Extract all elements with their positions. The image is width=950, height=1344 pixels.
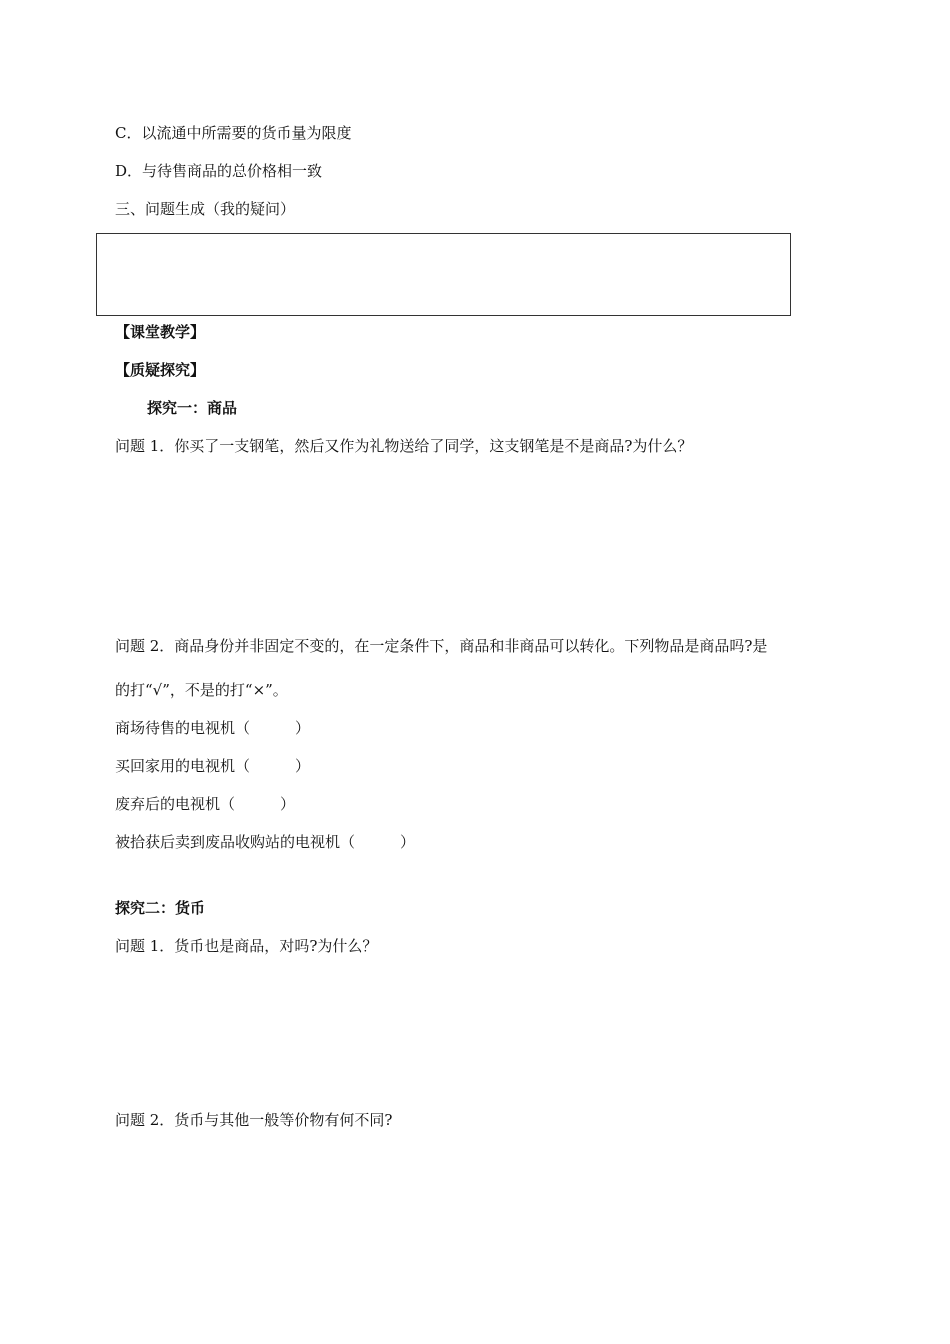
question-answer-box[interactable] (96, 233, 791, 316)
option-c: C．以流通中所需要的货币量为限度 (115, 124, 352, 142)
explore-two-question-1: 问题 1．货币也是商品，对吗?为什么？ (115, 937, 378, 955)
explore-one-question-1: 问题 1．你买了一支钢笔，然后又作为礼物送给了同学，这支钢笔是不是商品?为什么？ (115, 437, 693, 455)
classroom-heading: 【课堂教学】 (115, 323, 206, 341)
explore-one-title: 探究一：商品 (147, 399, 238, 417)
explore-one-question-2-line-1: 问题 2．商品身份并非固定不变的，在一定条件下，商品和非商品可以转化。下列物品是商品吗?是 (115, 637, 768, 655)
inquiry-subheading: 【质疑探究】 (115, 361, 206, 379)
explore-one-question-2-line-2: 的打“√”，不是的打“×”。 (115, 681, 288, 699)
list-item: 买回家用的电视机（ ） (115, 757, 311, 775)
explore-two-title: 探究二：货币 (115, 899, 206, 917)
explore-two-question-2: 问题 2．货币与其他一般等价物有何不同? (115, 1111, 393, 1129)
section-three-heading: 三、问题生成（我的疑问） (115, 200, 296, 218)
list-item: 被拾获后卖到废品收购站的电视机（ ） (115, 833, 416, 851)
option-d: D．与待售商品的总价格相一致 (115, 162, 323, 180)
list-item: 废弃后的电视机（ ） (115, 795, 296, 813)
list-item: 商场待售的电视机（ ） (115, 719, 311, 737)
